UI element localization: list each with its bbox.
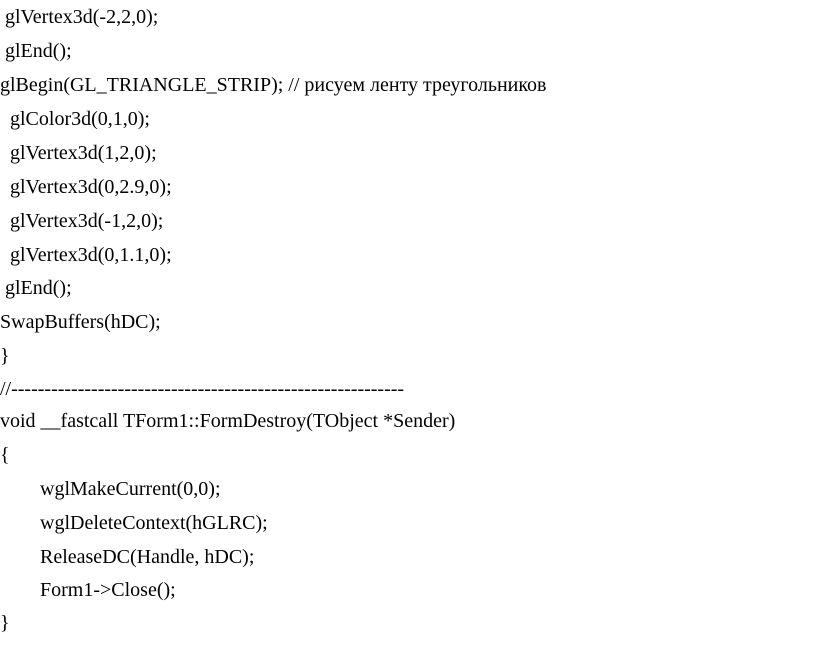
code-line: glColor3d(0,1,0);	[0, 108, 150, 130]
code-line: ReleaseDC(Handle, hDC);	[0, 546, 255, 568]
code-line: glVertex3d(-1,2,0);	[0, 210, 164, 232]
code-line: glVertex3d(0,2.9,0);	[0, 176, 172, 198]
code-line: glVertex3d(0,1.1,0);	[0, 244, 172, 266]
code-line: wglMakeCurrent(0,0);	[0, 478, 221, 500]
code-line: glVertex3d(1,2,0);	[0, 142, 157, 164]
code-line: SwapBuffers(hDC);	[0, 311, 161, 333]
code-line: Form1->Close();	[0, 579, 176, 601]
code-line: }	[0, 612, 10, 634]
code-line: glBegin(GL_TRIANGLE_STRIP); // рисуем ленту треугольников	[0, 74, 547, 96]
code-line: }	[0, 345, 10, 367]
code-line: wglDeleteContext(hGLRC);	[0, 512, 268, 534]
code-line: //-----------------------------------------------------------	[0, 378, 405, 400]
code-line: glEnd();	[0, 277, 72, 299]
code-line: {	[0, 444, 10, 466]
code-line: glEnd();	[0, 40, 72, 62]
code-line: void __fastcall TForm1::FormDestroy(TObject *Sender)	[0, 410, 456, 432]
code-line: glVertex3d(-2,2,0);	[0, 6, 159, 28]
